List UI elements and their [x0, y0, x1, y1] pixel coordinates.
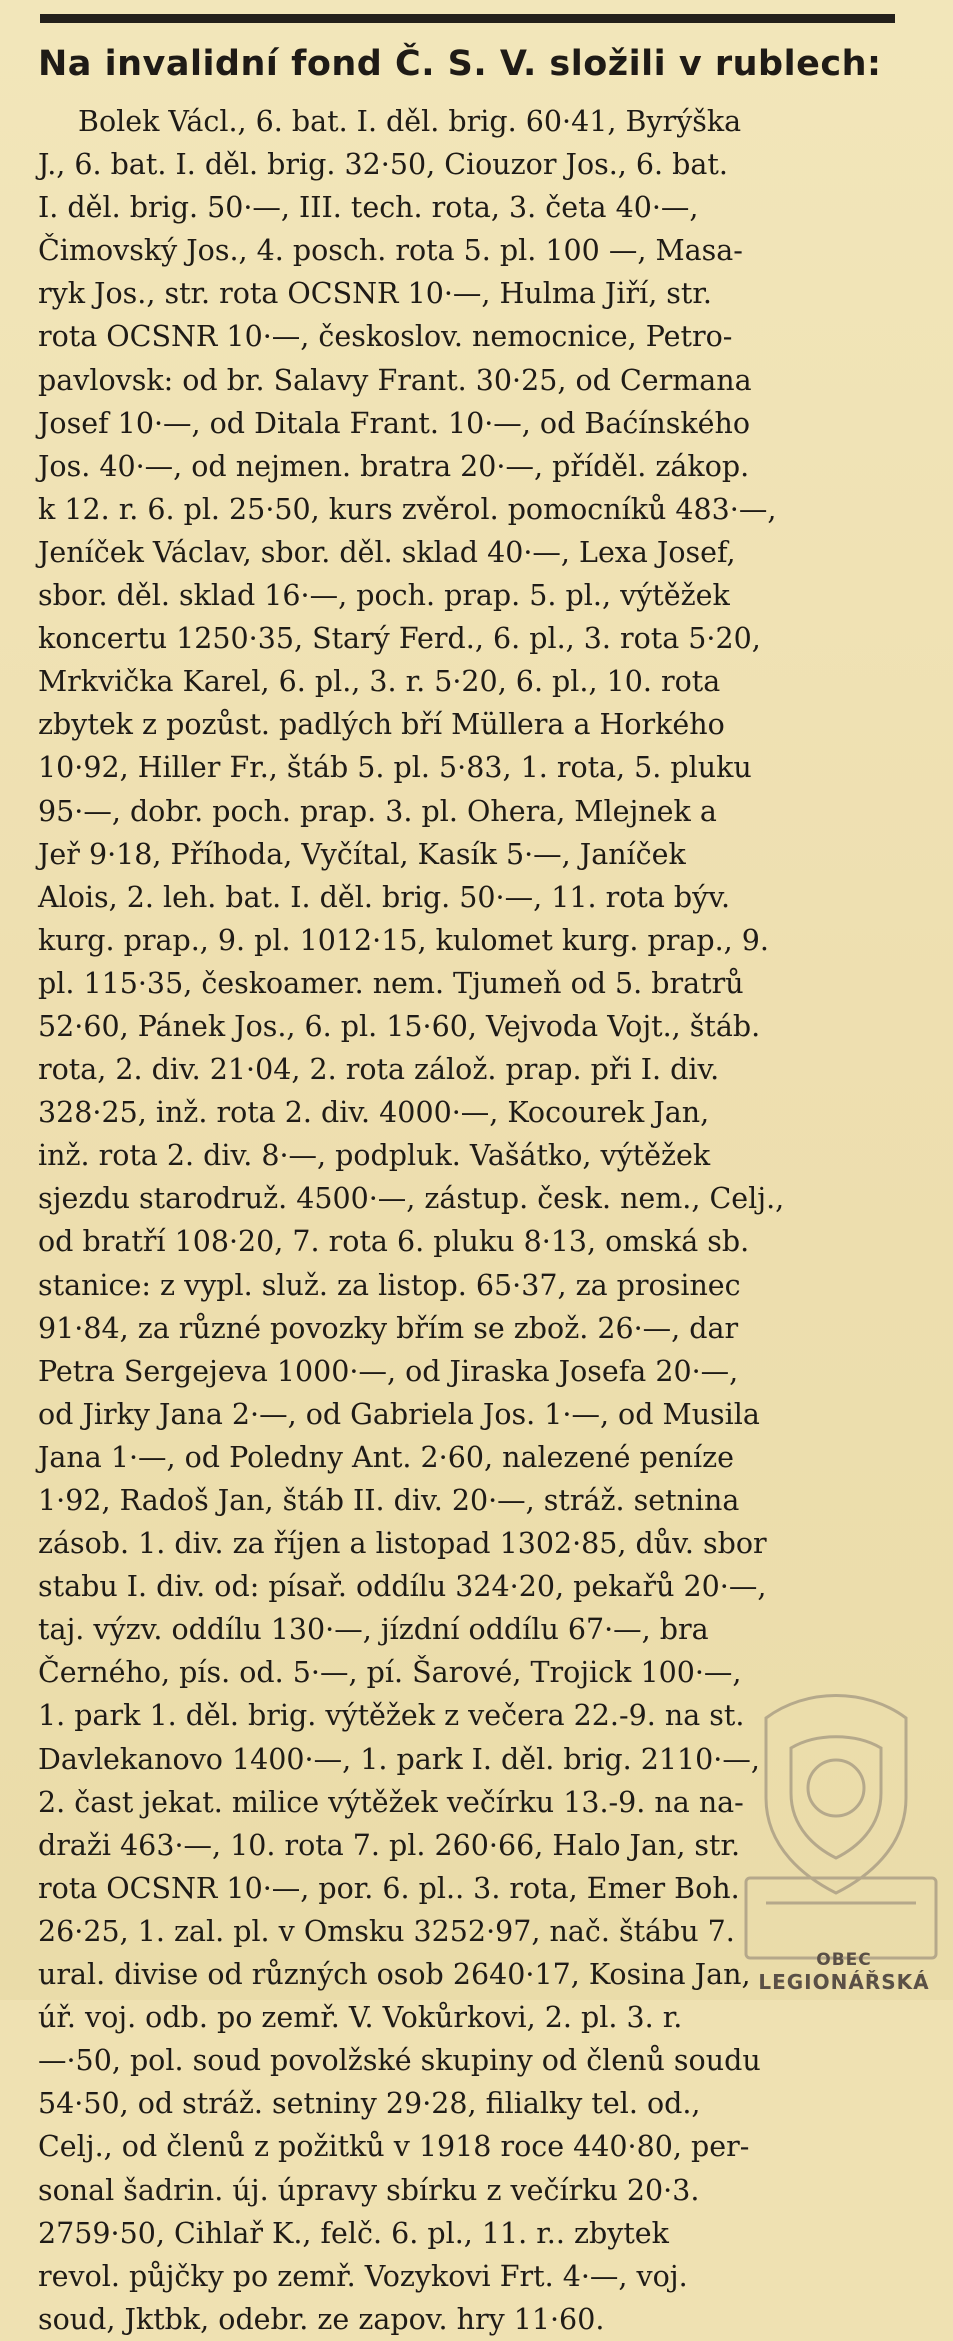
text-line: Celj., od členů z požitků v 1918 roce 440·80, per- [38, 2130, 750, 2164]
text-line: 328·25, inž. rota 2. div. 4000·—, Kocourek Jan, [38, 1096, 710, 1130]
article-heading: Na invalidní fond Č. S. V. složili v rublech: [38, 44, 882, 84]
text-line: taj. výzv. oddílu 130·—, jízdní oddílu 67·—, bra [38, 1613, 709, 1647]
obec-legionarska-watermark [706, 1678, 946, 1988]
article-body [38, 100, 908, 2341]
text-line: soud, Jktbk, odebr. ze zapov. hry 11·60. [38, 2302, 605, 2336]
text-line: 1·92, Radoš Jan, štáb II. div. 20·—, stráž. setnina [38, 1484, 740, 1517]
text-line: Bolek Václ., 6. bat. I. děl. brig. 60·41, Byrýška [78, 105, 742, 138]
text-line: Petra Sergejeva 1000·—, od Jiraska Josefa 20·—, [38, 1354, 739, 1388]
text-line: ural. divise od různých osob 2640·17, Kosina Jan, [38, 1958, 751, 1992]
text-line: pl. 115·35, českoamer. nem. Tjumeň od 5. bratrů [38, 966, 744, 1000]
text-line: Alois, 2. leh. bat. I. děl. brig. 50·—, 11. rota býv. [38, 880, 731, 914]
text-line: rota OCSNR 10·—, českoslov. nemocnice, Petro- [38, 320, 733, 354]
watermark-line-2: LEGIONÁŘSKÁ [758, 1970, 930, 1994]
text-line: 1. park 1. děl. brig. výtěžek z večera 22.-9. na st. [38, 1699, 745, 1733]
text-line: —·50, pol. soud povolžské skupiny od členů soudu [38, 2044, 761, 2078]
watermark-label [754, 1950, 934, 1994]
text-line: Černého, pís. od. 5·—, pí. Šarové, Trojick 100·—, [38, 1656, 742, 1690]
text-line: 91·84, za různé povozky břím se zbož. 26·—, dar [38, 1311, 739, 1345]
text-line: zbytek z pozůst. padlých bří Müllera a Horkého [38, 708, 725, 742]
text-line: kurg. prap., 9. pl. 1012·15, kulomet kurg. prap., 9. [38, 923, 769, 957]
text-line: stanice: z vypl. služ. za listop. 65·37, za prosinec [38, 1268, 741, 1302]
text-line: koncertu 1250·35, Starý Ferd., 6. pl., 3. rota 5·20, [38, 622, 761, 656]
text-line: 95·—, dobr. poch. prap. 3. pl. Ohera, Mlejnek a [38, 794, 717, 828]
text-line: sonal šadrin. új. úpravy sbírku z večírku 20·3. [38, 2173, 700, 2207]
text-line: 54·50, od stráž. setniny 29·28, filialky tel. od., [38, 2087, 701, 2121]
text-line: 26·25, 1. zal. pl. v Omsku 3252·97, nač. štábu 7. [38, 1914, 735, 1948]
text-line: rota, 2. div. 21·04, 2. rota zálož. prap. při I. div. [38, 1053, 720, 1087]
text-line: rota OCSNR 10·—, por. 6. pl.. 3. rota, Emer Boh. [38, 1871, 740, 1905]
text-line: 52·60, Pánek Jos., 6. pl. 15·60, Vejvoda Vojt., štáb. [38, 1009, 761, 1043]
text-line: Mrkvička Karel, 6. pl., 3. r. 5·20, 6. pl., 10. rota [38, 665, 721, 699]
text-line: Jana 1·—, od Poledny Ant. 2·60, nalezené peníze [38, 1440, 735, 1474]
text-line: Čimovský Jos., 4. posch. rota 5. pl. 100 —, Masa- [38, 234, 743, 268]
text-line: od Jirky Jana 2·—, od Gabriela Jos. 1·—, od Musila [38, 1397, 760, 1431]
text-line: ryk Jos., str. rota OCSNR 10·—, Hulma Jiří, str. [38, 277, 712, 311]
top-rule [40, 14, 895, 23]
text-line: 2759·50, Cihlař K., felč. 6. pl., 11. r.. zbytek [38, 2216, 669, 2250]
text-line: sjezdu starodruž. 4500·—, zástup. česk. nem., Celj., [38, 1182, 785, 1216]
text-line: pavlovsk: od br. Salavy Frant. 30·25, od Cermana [38, 363, 752, 397]
text-line: k 12. r. 6. pl. 25·50, kurs zvěrol. pomocníků 483·—, [38, 492, 777, 526]
text-line: Davlekanovo 1400·—, 1. park I. děl. brig. 2110·—, [38, 1742, 760, 1776]
watermark-line-1: OBEC [816, 1950, 872, 1970]
text-line: sbor. děl. sklad 16·—, poch. prap. 5. pl., výtěžek [38, 579, 730, 613]
text-line: Jos. 40·—, od nejmen. bratra 20·—, příděl. zákop. [38, 449, 750, 483]
text-line: Jeníček Václav, sbor. děl. sklad 40·—, Lexa Josef, [38, 535, 736, 569]
text-line: Josef 10·—, od Ditala Frant. 10·—, od Baćínského [38, 406, 751, 440]
text-line: úř. voj. odb. po zemř. V. Vokůrkovi, 2. pl. 3. r. [38, 2001, 683, 2035]
text-line: J., 6. bat. I. děl. brig. 32·50, Ciouzor Jos., 6. bat. [38, 148, 728, 182]
text-line: zásob. 1. div. za říjen a listopad 1302·85, dův. sbor [38, 1527, 767, 1561]
text-line: 2. čast jekat. milice výtěžek večírku 13.-9. na na- [38, 1785, 744, 1819]
text-line: Jeř 9·18, Příhoda, Vyčítal, Kasík 5·—, Janíček [38, 837, 686, 871]
text-line: stabu I. div. od: písař. oddílu 324·20, pekařů 20·—, [38, 1570, 767, 1604]
text-line: 10·92, Hiller Fr., štáb 5. pl. 5·83, 1. rota, 5. pluku [38, 751, 752, 785]
text-line: revol. půjčky po zemř. Vozykovi Frt. 4·—, voj. [38, 2259, 688, 2293]
text-line: I. děl. brig. 50·—, III. tech. rota, 3. četa 40·—, [38, 191, 699, 225]
text-line: od bratří 108·20, 7. rota 6. pluku 8·13, omská sb. [38, 1225, 750, 1259]
text-line: draži 463·—, 10. rota 7. pl. 260·66, Halo Jan, str. [38, 1828, 741, 1862]
text-line: inž. rota 2. div. 8·—, podpluk. Vašátko, výtěžek [38, 1139, 711, 1173]
